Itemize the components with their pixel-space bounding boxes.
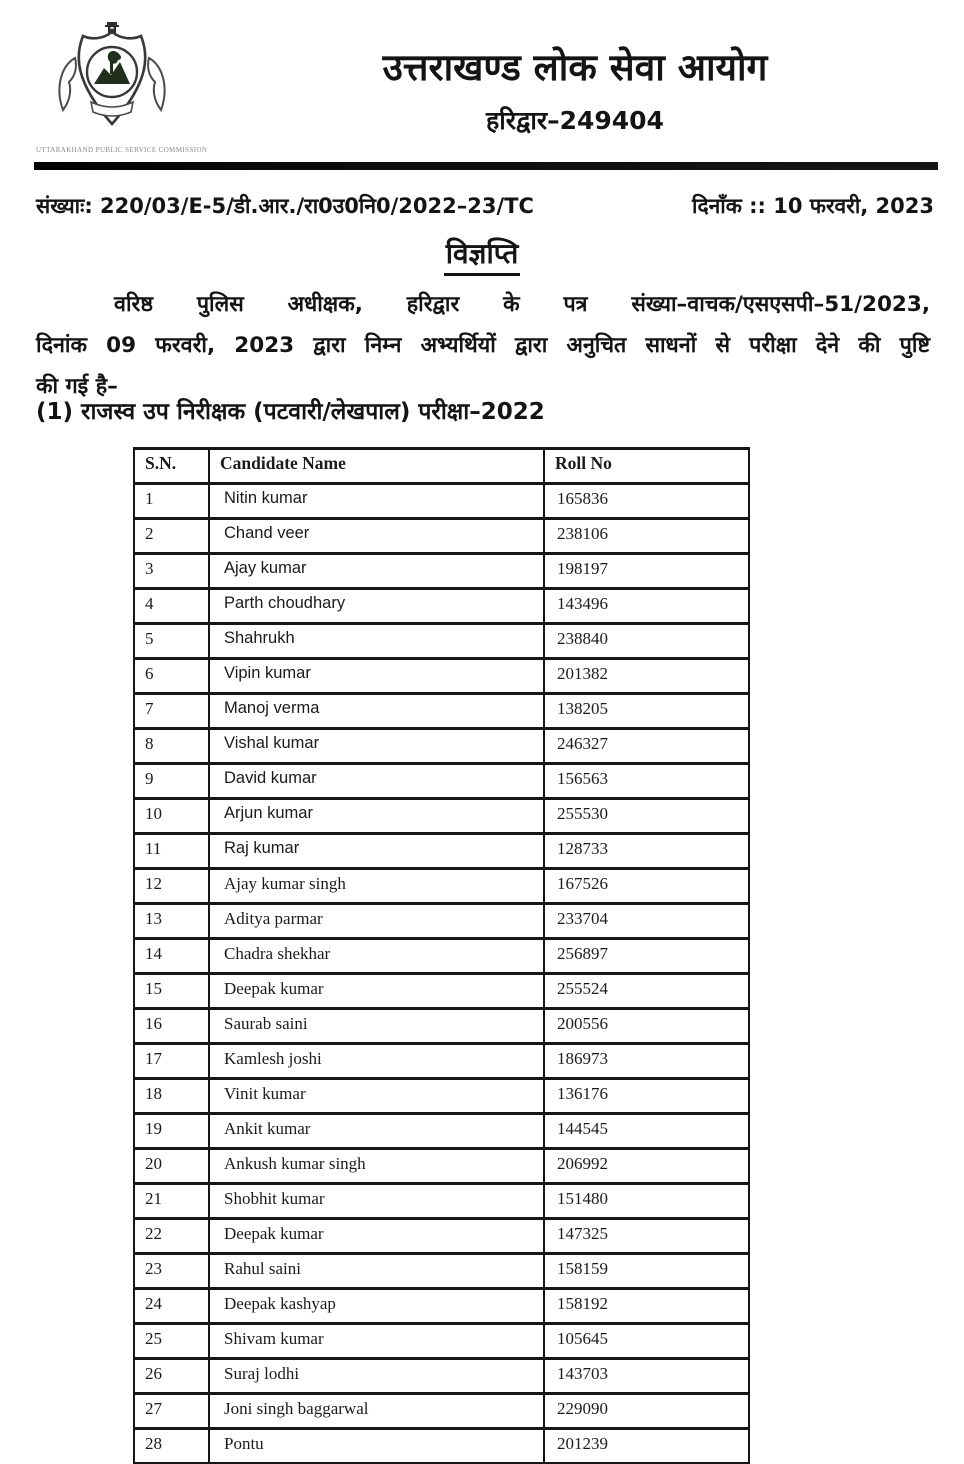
row-roll-no: 128733: [544, 834, 749, 869]
row-sn: 24: [134, 1289, 209, 1324]
table-row: [134, 1184, 749, 1219]
row-candidate-name: Ankit kumar: [209, 1114, 544, 1149]
body-line-1: वरिष्ठ पुलिस अधीक्षक, हरिद्वार के पत्र संख्या–वाचक/एसएसपी–51/2023,: [114, 292, 930, 317]
row-roll-no: 238840: [544, 624, 749, 659]
row-roll-no: 105645: [544, 1324, 749, 1359]
candidates-table: [133, 447, 750, 1464]
candidates-tbody: [134, 484, 749, 1464]
org-name: उत्तराखण्ड लोक सेवा आयोग: [382, 46, 768, 89]
row-sn: 11: [134, 834, 209, 869]
row-candidate-name: Parth choudhary: [209, 589, 544, 624]
row-candidate-name: Ankush kumar singh: [209, 1149, 544, 1184]
row-roll-no: 229090: [544, 1394, 749, 1429]
row-candidate-name: Deepak kumar: [209, 974, 544, 1009]
row-sn: 14: [134, 939, 209, 974]
row-roll-no: 151480: [544, 1184, 749, 1219]
row-candidate-name: Deepak kashyap: [209, 1289, 544, 1324]
row-candidate-name: Shivam kumar: [209, 1324, 544, 1359]
row-sn: 10: [134, 799, 209, 834]
table-row: [134, 799, 749, 834]
table-row: [134, 484, 749, 519]
commission-logo: [36, 20, 208, 154]
row-sn: 26: [134, 1359, 209, 1394]
table-row: [134, 519, 749, 554]
row-candidate-name: Shobhit kumar: [209, 1184, 544, 1219]
table-row: [134, 1254, 749, 1289]
table-row: [134, 1324, 749, 1359]
table-row: [134, 659, 749, 694]
row-candidate-name: Joni singh baggarwal: [209, 1394, 544, 1429]
notice-title: विज्ञप्ति: [0, 234, 964, 276]
table-row: [134, 624, 749, 659]
table-row: [134, 1394, 749, 1429]
row-candidate-name: Saurab saini: [209, 1009, 544, 1044]
row-roll-no: 138205: [544, 694, 749, 729]
row-sn: 9: [134, 764, 209, 799]
notice-body: [36, 284, 930, 407]
row-roll-no: 198197: [544, 554, 749, 589]
row-sn: 18: [134, 1079, 209, 1114]
table-row: [134, 1219, 749, 1254]
row-candidate-name: Vinit kumar: [209, 1079, 544, 1114]
row-sn: 25: [134, 1324, 209, 1359]
table-row: [134, 1359, 749, 1394]
row-roll-no: 238106: [544, 519, 749, 554]
header-divider: [34, 162, 938, 170]
row-roll-no: 147325: [544, 1219, 749, 1254]
row-candidate-name: Chand veer: [209, 519, 544, 554]
table-row: [134, 939, 749, 974]
row-sn: 8: [134, 729, 209, 764]
table-row: [134, 764, 749, 799]
row-candidate-name: Ajay kumar: [209, 554, 544, 589]
table-row: [134, 694, 749, 729]
table-header-row: [134, 449, 749, 484]
row-candidate-name: Raj kumar: [209, 834, 544, 869]
row-roll-no: 167526: [544, 869, 749, 904]
row-sn: 5: [134, 624, 209, 659]
row-candidate-name: Deepak kumar: [209, 1219, 544, 1254]
col-header-name: Candidate Name: [209, 449, 544, 484]
row-roll-no: 143496: [544, 589, 749, 624]
letterhead: [200, 48, 950, 137]
org-location: हरिद्वार–249404: [486, 105, 664, 135]
row-candidate-name: Vipin kumar: [209, 659, 544, 694]
row-roll-no: 200556: [544, 1009, 749, 1044]
table-row: [134, 1289, 749, 1324]
row-roll-no: 201239: [544, 1429, 749, 1464]
row-sn: 6: [134, 659, 209, 694]
row-candidate-name: Nitin kumar: [209, 484, 544, 519]
row-sn: 7: [134, 694, 209, 729]
row-sn: 1: [134, 484, 209, 519]
table-row: [134, 869, 749, 904]
body-line-2: दिनांक 09 फरवरी, 2023 द्वारा निम्न अभ्यर्थियों द्वारा अनुचित साधनों से परीक्षा देने की पुष्टि: [36, 333, 930, 358]
row-sn: 23: [134, 1254, 209, 1289]
row-candidate-name: Rahul saini: [209, 1254, 544, 1289]
notice-date: दिनाँक :: 10 फरवरी, 2023: [692, 194, 934, 218]
row-candidate-name: David kumar: [209, 764, 544, 799]
row-roll-no: 206992: [544, 1149, 749, 1184]
row-roll-no: 256897: [544, 939, 749, 974]
meta-line: [36, 192, 934, 220]
table-row: [134, 974, 749, 1009]
table-row: [134, 729, 749, 764]
row-roll-no: 144545: [544, 1114, 749, 1149]
row-roll-no: 233704: [544, 904, 749, 939]
row-candidate-name: Chadra shekhar: [209, 939, 544, 974]
row-sn: 28: [134, 1429, 209, 1464]
row-roll-no: 158159: [544, 1254, 749, 1289]
table-row: [134, 1429, 749, 1464]
row-candidate-name: Shahrukh: [209, 624, 544, 659]
row-sn: 20: [134, 1149, 209, 1184]
row-candidate-name: Arjun kumar: [209, 799, 544, 834]
row-sn: 13: [134, 904, 209, 939]
table-row: [134, 834, 749, 869]
table-row: [134, 1114, 749, 1149]
row-candidate-name: Ajay kumar singh: [209, 869, 544, 904]
row-roll-no: 255530: [544, 799, 749, 834]
row-sn: 19: [134, 1114, 209, 1149]
row-sn: 15: [134, 974, 209, 1009]
row-sn: 22: [134, 1219, 209, 1254]
table-row: [134, 1079, 749, 1114]
emblem-icon: [37, 20, 187, 140]
table-row: [134, 1009, 749, 1044]
reference-number: संख्याः: 220/03/E-5/डी.आर./रा0उ0नि0/2022–23/TC: [36, 194, 534, 218]
col-header-roll: Roll No: [544, 449, 749, 484]
row-sn: 17: [134, 1044, 209, 1079]
col-header-sn: S.N.: [134, 449, 209, 484]
row-roll-no: 246327: [544, 729, 749, 764]
row-roll-no: 143703: [544, 1359, 749, 1394]
row-sn: 3: [134, 554, 209, 589]
row-sn: 16: [134, 1009, 209, 1044]
row-sn: 4: [134, 589, 209, 624]
table-row: [134, 1044, 749, 1079]
row-roll-no: 165836: [544, 484, 749, 519]
row-sn: 21: [134, 1184, 209, 1219]
row-candidate-name: Aditya parmar: [209, 904, 544, 939]
row-sn: 12: [134, 869, 209, 904]
exam-section-heading: (1) राजस्व उप निरीक्षक (पटवारी/लेखपाल) परीक्षा–2022: [36, 399, 545, 425]
row-candidate-name: Pontu: [209, 1429, 544, 1464]
table-row: [134, 1149, 749, 1184]
row-candidate-name: Vishal kumar: [209, 729, 544, 764]
logo-caption: UTTARAKHAND PUBLIC SERVICE COMMISSION: [36, 146, 208, 154]
row-candidate-name: Suraj lodhi: [209, 1359, 544, 1394]
row-roll-no: 186973: [544, 1044, 749, 1079]
table-row: [134, 904, 749, 939]
row-sn: 27: [134, 1394, 209, 1429]
table-row: [134, 554, 749, 589]
row-roll-no: 255524: [544, 974, 749, 1009]
row-roll-no: 156563: [544, 764, 749, 799]
row-sn: 2: [134, 519, 209, 554]
body-line-3: की गई है–: [36, 374, 118, 399]
row-roll-no: 136176: [544, 1079, 749, 1114]
row-roll-no: 201382: [544, 659, 749, 694]
table-row: [134, 589, 749, 624]
row-roll-no: 158192: [544, 1289, 749, 1324]
row-candidate-name: Manoj verma: [209, 694, 544, 729]
row-candidate-name: Kamlesh joshi: [209, 1044, 544, 1079]
